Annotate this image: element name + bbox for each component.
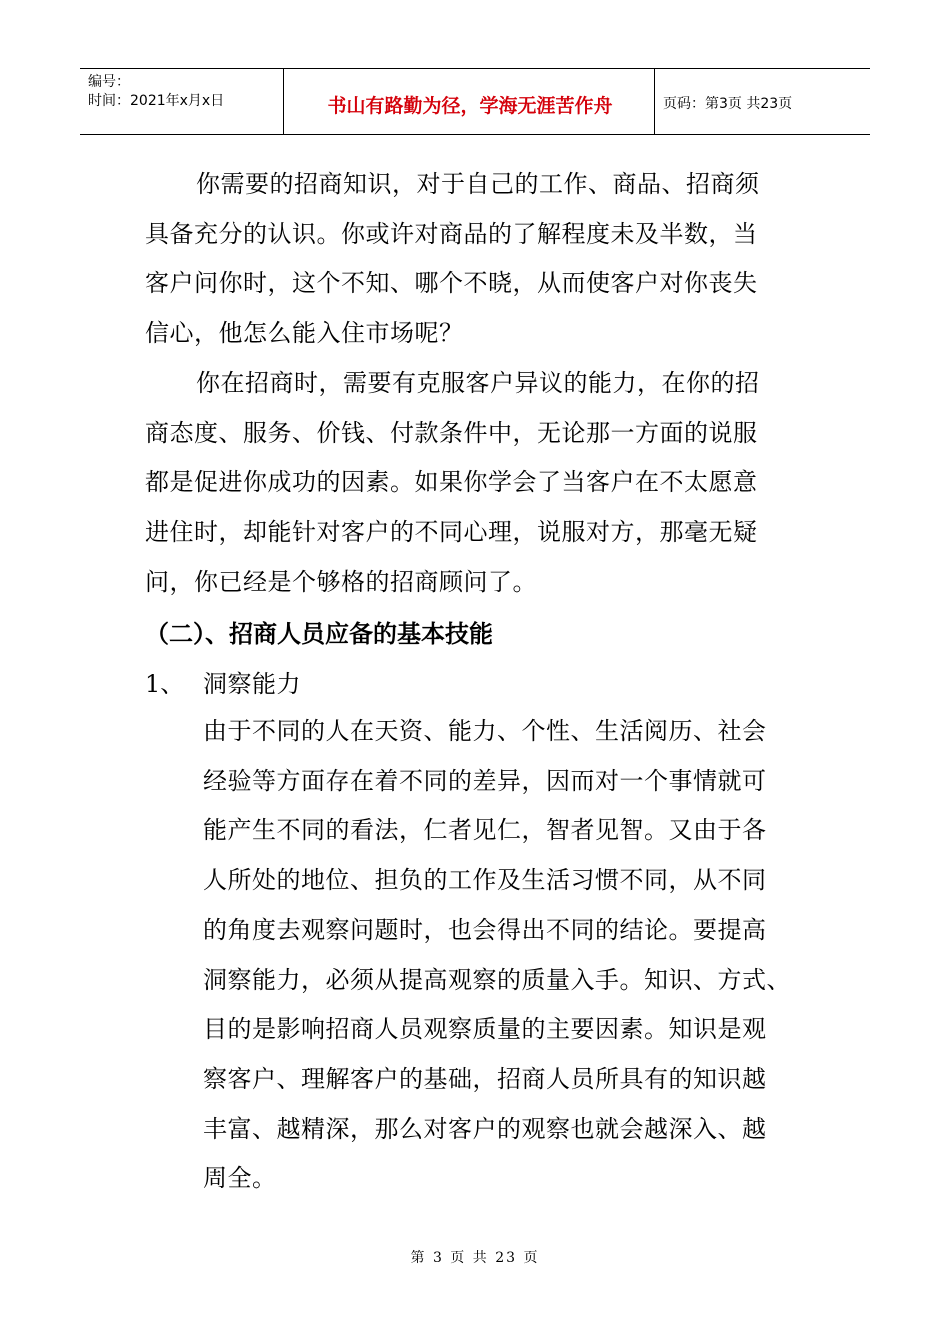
- paragraph-line: 信心，他怎么能入住市场呢？: [145, 319, 464, 348]
- paragraph-knowledge: [145, 160, 760, 359]
- paragraph-line: 周全。: [203, 1164, 277, 1193]
- doc-number-label: 编号：: [88, 74, 130, 90]
- header-meta: [88, 73, 224, 111]
- paragraph-line: 能产生不同的看法，仁者见仁，智者见智。又由于各: [203, 816, 767, 845]
- paragraph-line: 洞察能力，必须从提高观察的质量入手。知识、方式、: [203, 965, 791, 994]
- paragraph-line: 客户问你时，这个不知、哪个不晓，从而使客户对你丧失: [145, 269, 758, 298]
- paragraph-line: 都是促进你成功的因素。如果你学会了当客户在不太愿意: [145, 468, 758, 497]
- paragraph-line: 你在招商时，需要有克服客户异议的能力，在你的招: [196, 369, 760, 397]
- date-line: 时间：2021年x月x日: [88, 93, 225, 109]
- header-divider-right: [654, 69, 655, 134]
- section-heading: （二）、招商人员应备的基本技能: [145, 620, 493, 648]
- list-item-number: 1、: [145, 670, 185, 698]
- paragraph-line: 进住时，却能针对客户的不同心理，说服对方，那毫无疑: [145, 518, 758, 547]
- paragraph-line: 人所处的地位、担负的工作及生活习惯不同，从不同: [203, 866, 767, 895]
- paragraph-line: 问，你已经是个够格的招商顾问了。: [145, 567, 537, 596]
- header-page-info: 页码：第3页 共23页: [663, 96, 793, 112]
- paragraph-objection-handling: [145, 359, 760, 608]
- page-header-table: [80, 68, 870, 135]
- paragraph-line: 的角度去观察问题时，也会得出不同的结论。要提高: [203, 915, 767, 944]
- paragraph-line: 目的是影响招商人员观察质量的主要因素。知识是观: [203, 1015, 767, 1044]
- paragraph-line: 你需要的招商知识，对于自己的工作、商品、招商须: [196, 170, 760, 198]
- paragraph-line: 具备充分的认识。你或许对商品的了解程度未及半数，当: [145, 219, 758, 248]
- list-item-title: 洞察能力: [203, 670, 301, 698]
- paragraph-insight: [203, 707, 791, 1204]
- paragraph-line: 由于不同的人在天资、能力、个性、生活阅历、社会: [203, 717, 767, 745]
- header-motto: 书山有路勤为径，学海无涯苦作舟: [327, 95, 613, 117]
- paragraph-line: 丰富、越精深，那么对客户的观察也就会越深入、越: [203, 1114, 767, 1143]
- paragraph-line: 察客户、理解客户的基础，招商人员所具有的知识越: [203, 1064, 767, 1093]
- paragraph-line: 商态度、服务、价钱、付款条件中，无论那一方面的说服: [145, 418, 758, 447]
- paragraph-line: 经验等方面存在着不同的差异，因而对一个事情就可: [203, 766, 767, 795]
- page-footer: 第 3 页 共 23 页: [410, 1250, 540, 1266]
